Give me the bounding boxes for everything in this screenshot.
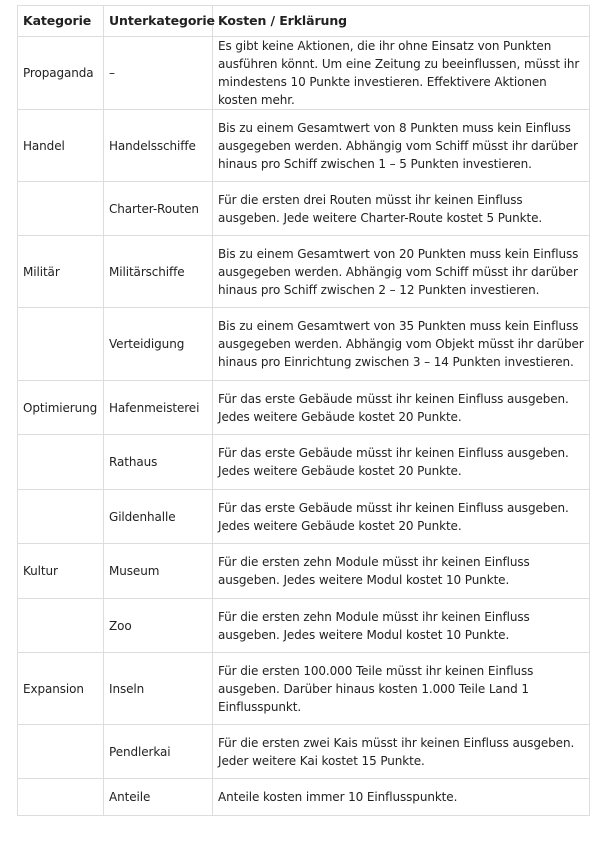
category-cell: Militär — [18, 236, 104, 308]
cost-cell: Für die ersten 100.000 Teile müsst ihr keinen Einfluss ausgeben. Darüber hinaus kosten 1.000 Teile Land 1 Einflusspunkt. — [213, 653, 590, 725]
influence-cost-table — [17, 5, 590, 816]
header-category: Kategorie — [18, 6, 104, 37]
cost-cell: Bis zu einem Gesamtwert von 35 Punkten muss kein Einfluss ausgegeben werden. Abhängig vom Objekt müsst ihr darüber hinaus pro Einrichtung zwischen 3 – 14 Punkten investieren. — [213, 308, 590, 381]
cost-cell: Bis zu einem Gesamtwert von 8 Punkten muss kein Einfluss ausgegeben werden. Abhängig vom Schiff müsst ihr darüber hinaus pro Schiff zwischen 1 – 5 Punkten investieren. — [213, 110, 590, 182]
table-row — [18, 490, 590, 544]
subcategory-cell: Hafenmeisterei — [104, 381, 213, 435]
table-row — [18, 599, 590, 653]
category-cell: Handel — [18, 110, 104, 182]
table-row — [18, 725, 590, 779]
cost-cell: Für das erste Gebäude müsst ihr keinen Einfluss ausgeben. Jedes weitere Gebäude kostet 20 Punkte. — [213, 490, 590, 544]
category-cell: Propaganda — [18, 37, 104, 110]
cost-cell: Bis zu einem Gesamtwert von 20 Punkten muss kein Einfluss ausgegeben werden. Abhängig vom Schiff müsst ihr darüber hinaus pro Schiff zwischen 2 – 12 Punkten investieren. — [213, 236, 590, 308]
subcategory-cell: Verteidigung — [104, 308, 213, 381]
subcategory-cell: Museum — [104, 544, 213, 599]
header-subcategory: Unterkategorie — [104, 6, 213, 37]
category-cell — [18, 308, 104, 381]
cost-cell: Für die ersten zwei Kais müsst ihr keinen Einfluss ausgeben. Jeder weitere Kai kostet 15 Punkte. — [213, 725, 590, 779]
category-cell — [18, 779, 104, 816]
category-cell — [18, 725, 104, 779]
subcategory-cell: Militärschiffe — [104, 236, 213, 308]
table-row — [18, 653, 590, 725]
table-row — [18, 435, 590, 490]
table-row — [18, 182, 590, 236]
category-cell — [18, 435, 104, 490]
subcategory-cell: Gildenhalle — [104, 490, 213, 544]
header-cost: Kosten / Erklärung — [213, 6, 590, 37]
table-wrapper — [17, 5, 590, 816]
cost-cell: Es gibt keine Aktionen, die ihr ohne Einsatz von Punkten ausführen könnt. Um eine Zeitung zu beeinflussen, müsst ihr mindestens 10 Punkte investieren. Effektivere Aktionen kosten mehr. — [213, 37, 590, 110]
table-row — [18, 308, 590, 381]
category-cell — [18, 599, 104, 653]
category-cell: Optimierung — [18, 381, 104, 435]
subcategory-cell: Anteile — [104, 779, 213, 816]
table-header-row — [18, 6, 590, 37]
category-cell — [18, 490, 104, 544]
subcategory-cell: Handelsschiffe — [104, 110, 213, 182]
subcategory-cell: Charter-Routen — [104, 182, 213, 236]
subcategory-cell: Pendlerkai — [104, 725, 213, 779]
table-row — [18, 779, 590, 816]
table-row — [18, 544, 590, 599]
table-row — [18, 236, 590, 308]
category-cell: Expansion — [18, 653, 104, 725]
cost-cell: Für die ersten zehn Module müsst ihr keinen Einfluss ausgeben. Jedes weitere Modul kostet 10 Punkte. — [213, 544, 590, 599]
subcategory-cell: Zoo — [104, 599, 213, 653]
subcategory-cell: Rathaus — [104, 435, 213, 490]
cost-cell: Für das erste Gebäude müsst ihr keinen Einfluss ausgeben. Jedes weitere Gebäude kostet 20 Punkte. — [213, 381, 590, 435]
table-row — [18, 37, 590, 110]
category-cell — [18, 182, 104, 236]
subcategory-cell: Inseln — [104, 653, 213, 725]
subcategory-cell: – — [104, 37, 213, 110]
table-row — [18, 381, 590, 435]
cost-cell: Für das erste Gebäude müsst ihr keinen Einfluss ausgeben. Jedes weitere Gebäude kostet 20 Punkte. — [213, 435, 590, 490]
cost-cell: Für die ersten zehn Module müsst ihr keinen Einfluss ausgeben. Jedes weitere Modul kostet 10 Punkte. — [213, 599, 590, 653]
category-cell: Kultur — [18, 544, 104, 599]
cost-cell: Anteile kosten immer 10 Einflusspunkte. — [213, 779, 590, 816]
cost-cell: Für die ersten drei Routen müsst ihr keinen Einfluss ausgeben. Jede weitere Charter-Route kostet 5 Punkte. — [213, 182, 590, 236]
table-row — [18, 110, 590, 182]
